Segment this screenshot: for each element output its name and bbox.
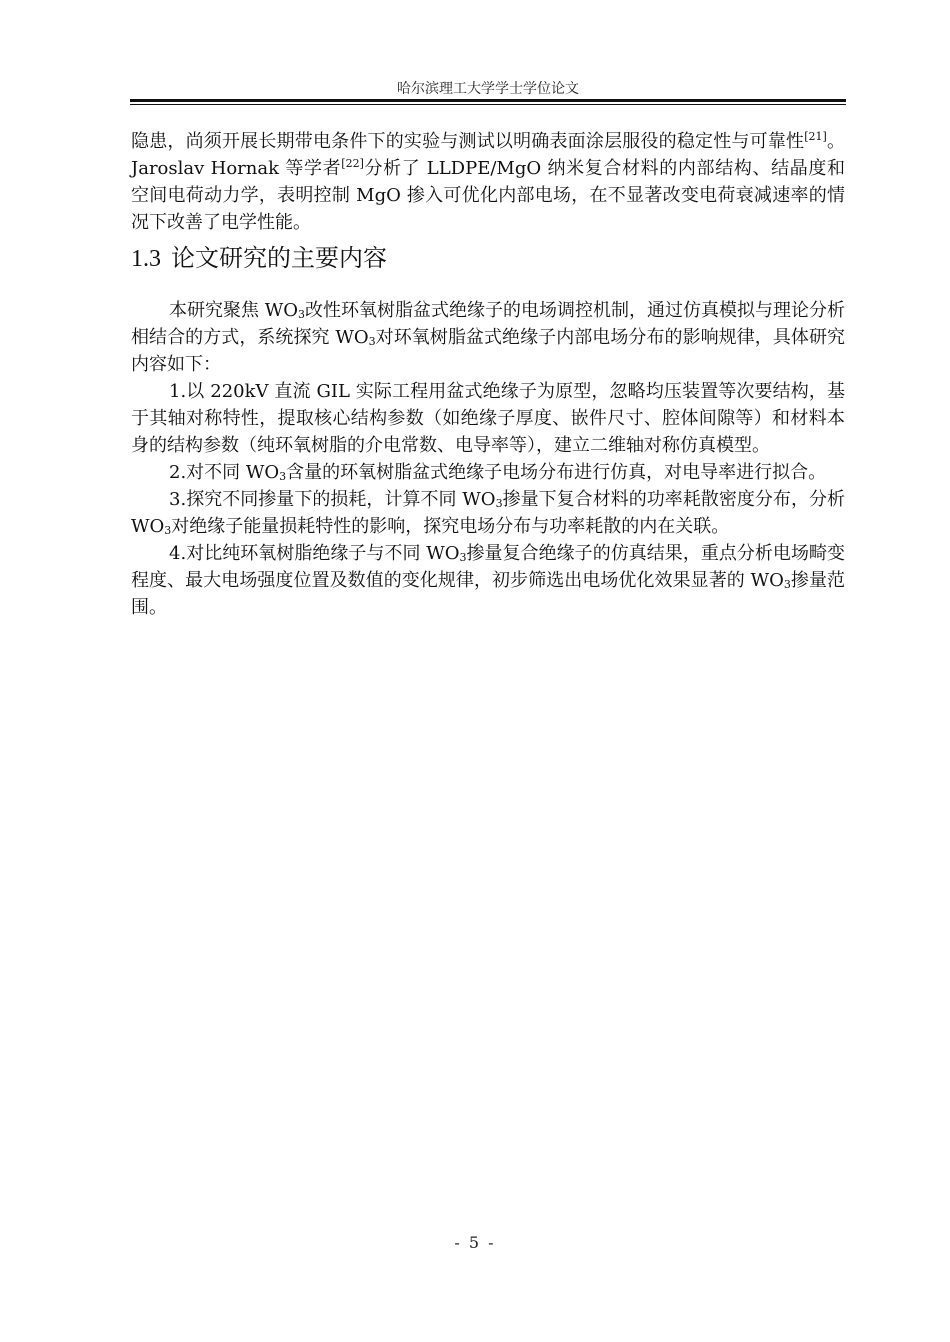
section-title: 论文研究的主要内容 (171, 244, 387, 272)
chem-wo3 (246, 462, 286, 483)
chem-wo3 (426, 543, 466, 564)
header-rule-thick (130, 99, 846, 102)
list-item-2 (131, 459, 845, 486)
intro-text-2: 改性环氧树脂盆式绝缘子的电场调控机制，通过仿真模拟与理论分析相结合的方式，系统探究 (131, 300, 845, 348)
chem-wo3 (751, 570, 791, 591)
chem-sub: 3 (495, 497, 503, 510)
chem-base: WO (335, 327, 369, 348)
item4-text-3: 掺量范围。 (131, 570, 846, 618)
item4-text-2: 掺量复合绝缘子的仿真结果，重点分析电场畸变程度、最大电场强度位置及数值的变化规律，初步筛选出电场优化效果显著的 (131, 543, 845, 591)
list-item-3 (131, 486, 845, 540)
item2-text-2: 含量的环氧树脂盆式绝缘子电场分布进行仿真，对电导率进行拟合。 (286, 462, 827, 483)
paragraph-continued (131, 128, 845, 236)
chem-sub: 3 (783, 578, 791, 591)
header-rule-thin (130, 104, 846, 105)
chem-base: WO (264, 300, 298, 321)
chem-wo3 (335, 327, 375, 348)
item2-text-1: 2.对不同 (169, 462, 246, 483)
chem-base: WO (426, 543, 460, 564)
item4-text-1: 4.对比纯环氧树脂绝缘子与不同 (169, 543, 427, 564)
item3-text-2: 掺量下复合材料的功率耗散密度分布，分析 (502, 489, 845, 510)
chem-sub: 3 (368, 335, 376, 348)
chem-base: WO (245, 462, 280, 483)
chem-base: WO (750, 570, 784, 591)
chem-base: WO (462, 489, 496, 510)
citation-22[interactable]: [22] (341, 157, 364, 170)
chem-sub: 3 (298, 308, 305, 321)
chem-sub: 3 (279, 470, 287, 483)
chem-base: WO (131, 516, 165, 537)
chem-wo3 (265, 300, 305, 321)
intro-text-3: 对环氧树脂盆式绝缘子内部电场分布的影响规律，具体研究内容如下： (131, 327, 845, 375)
chem-wo3 (131, 516, 171, 537)
para1-text-1: 隐患，尚须开展长期带电条件下的实验与测试以明确表面涂层服役的稳定性与可靠性 (131, 131, 805, 152)
page-number: - 5 - (454, 1233, 496, 1252)
chem-sub: 3 (164, 524, 172, 537)
intro-paragraph (131, 297, 845, 378)
intro-text-1: 本研究聚焦 (169, 300, 265, 321)
list-item-1: 1.以 220kV 直流 GIL 实际工程用盆式绝缘子为原型，忽略均压装置等次要结构，基于其轴对称特性，提取核心结构参数（如绝缘子厚度、嵌件尺寸、腔体间隙等）和材料本身的结构参数（纯环氧树脂的介电常数、电导率等），建立二维轴对称仿真模型。 (131, 381, 845, 456)
section-number: 1.3 (131, 246, 161, 272)
item3-text-1: 3.探究不同掺量下的损耗，计算不同 (169, 489, 463, 510)
page-body (131, 128, 845, 621)
list-item-4 (131, 540, 845, 621)
chem-wo3 (462, 489, 502, 510)
section-heading (131, 240, 845, 277)
chem-sub: 3 (459, 551, 467, 564)
para1-text-3: 分析了 LLDPE/MgO 纳米复合材料的内部结构、结晶度和空间电荷动力学，表明控制 MgO 掺入可优化内部电场，在不显著改变电荷衰减速率的情况下改善了电学性能。 (131, 158, 845, 233)
para1-text-2: 。Jaroslav Hornak 等学者 (131, 131, 846, 179)
item3-text-3: 对绝缘子能量损耗特性的影响，探究电场分布与功率耗散的内在关联。 (171, 516, 730, 537)
citation-21[interactable]: [21] (804, 130, 827, 143)
running-header: 哈尔滨理工大学学士学位论文 (397, 81, 579, 97)
